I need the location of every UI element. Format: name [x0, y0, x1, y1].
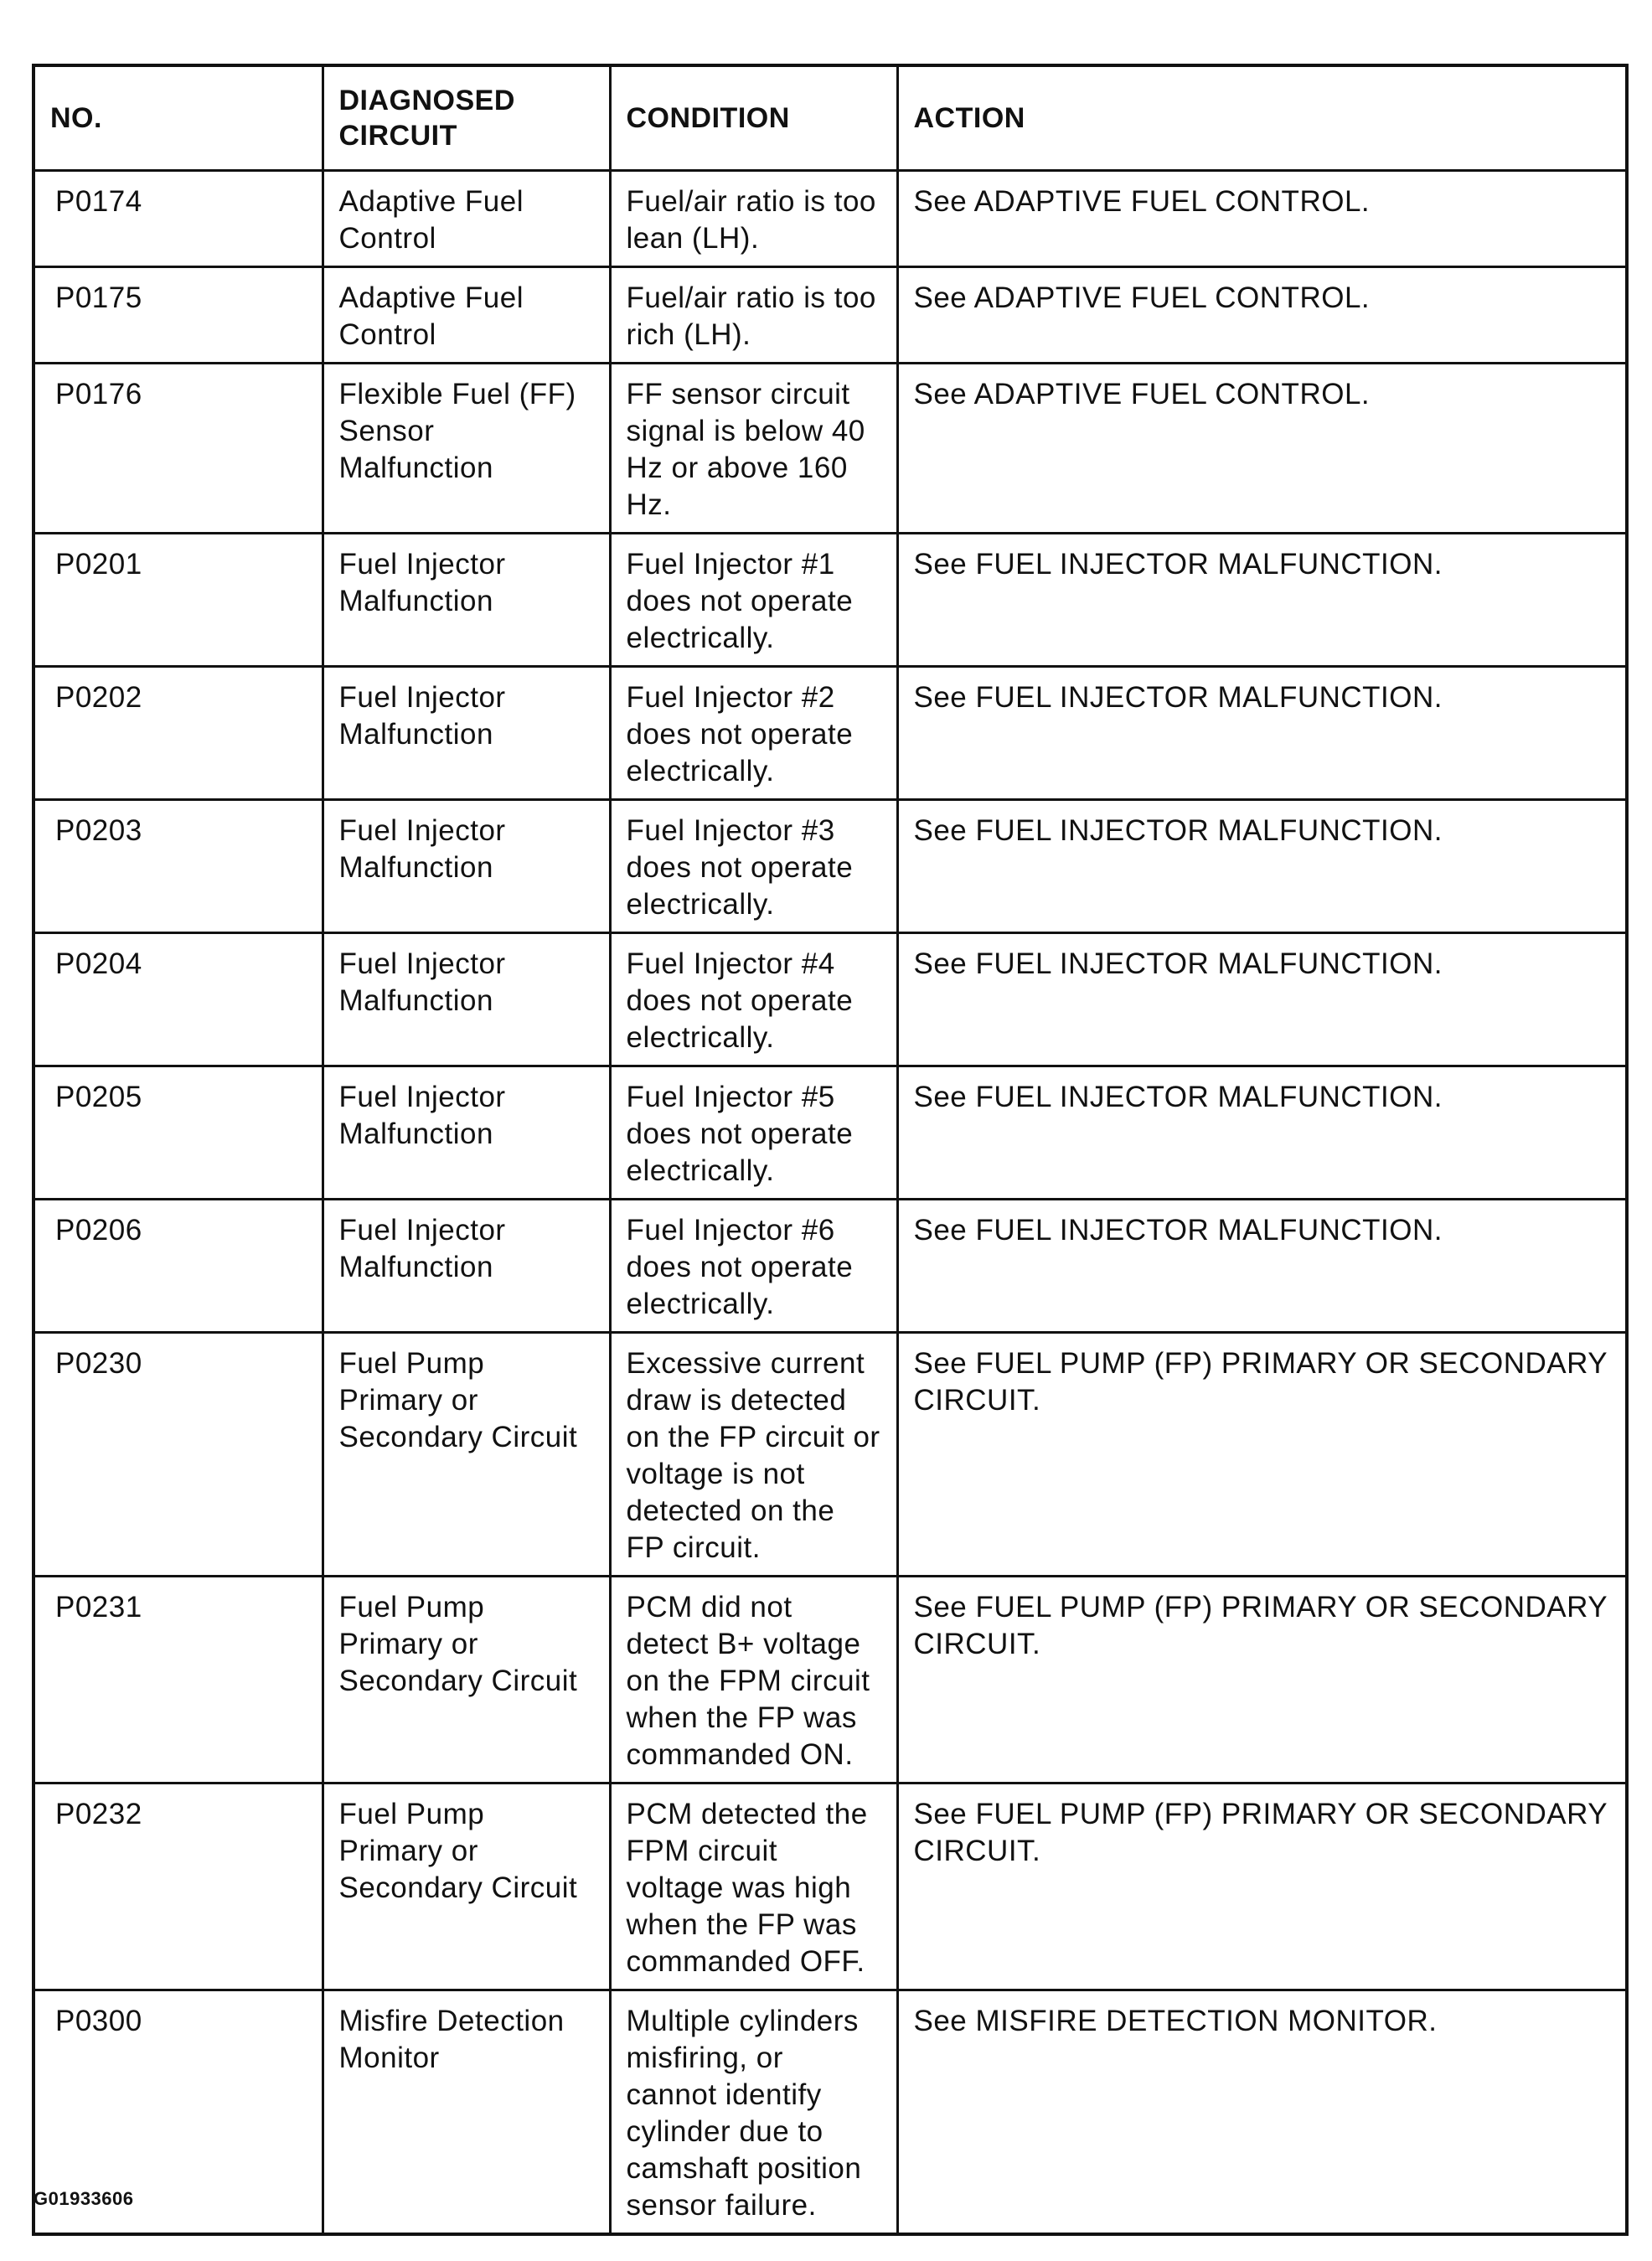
table-row	[34, 933, 1627, 1066]
dtc-code: P0174	[34, 171, 323, 267]
table-row	[34, 171, 1627, 267]
condition: Fuel Injector #2 does not operate electrically.	[610, 667, 897, 800]
diagnosed-circuit: Misfire Detection Monitor	[323, 1990, 610, 2235]
action: See ADAPTIVE FUEL CONTROL.	[897, 364, 1627, 534]
table-row	[34, 667, 1627, 800]
diagnosed-circuit: Fuel Injector Malfunction	[323, 534, 610, 667]
dtc-code: P0204	[34, 933, 323, 1066]
condition: Fuel Injector #3 does not operate electrically.	[610, 800, 897, 933]
action: See FUEL INJECTOR MALFUNCTION.	[897, 667, 1627, 800]
table-row	[34, 267, 1627, 364]
table-row	[34, 534, 1627, 667]
diagnosed-circuit: Fuel Injector Malfunction	[323, 1066, 610, 1200]
dtc-code: P0201	[34, 534, 323, 667]
action: See FUEL INJECTOR MALFUNCTION.	[897, 933, 1627, 1066]
dtc-code: P0203	[34, 800, 323, 933]
dtc-code: P0202	[34, 667, 323, 800]
condition: PCM detected the FPM circuit voltage was high when the FP was commanded OFF.	[610, 1784, 897, 1990]
dtc-code: P0300	[34, 1990, 323, 2235]
diagnosed-circuit: Fuel Pump Primary or Secondary Circuit	[323, 1784, 610, 1990]
condition: Fuel Injector #6 does not operate electrically.	[610, 1200, 897, 1333]
action: See FUEL INJECTOR MALFUNCTION.	[897, 1200, 1627, 1333]
dtc-code: P0175	[34, 267, 323, 364]
diagnosed-circuit: Fuel Injector Malfunction	[323, 933, 610, 1066]
header-action: ACTION	[897, 65, 1627, 171]
dtc-code: P0176	[34, 364, 323, 534]
table-row	[34, 1990, 1627, 2235]
diagnosed-circuit: Fuel Pump Primary or Secondary Circuit	[323, 1333, 610, 1577]
table-row	[34, 1066, 1627, 1200]
condition: Fuel Injector #1 does not operate electrically.	[610, 534, 897, 667]
action: See ADAPTIVE FUEL CONTROL.	[897, 267, 1627, 364]
condition: Fuel Injector #5 does not operate electrically.	[610, 1066, 897, 1200]
diagnosed-circuit: Fuel Injector Malfunction	[323, 667, 610, 800]
diagnosed-circuit: Fuel Injector Malfunction	[323, 800, 610, 933]
condition: Fuel/air ratio is too lean (LH).	[610, 171, 897, 267]
header-condition: CONDITION	[610, 65, 897, 171]
diagnosed-circuit: Flexible Fuel (FF) Sensor Malfunction	[323, 364, 610, 534]
condition: FF sensor circuit signal is below 40 Hz or above 160 Hz.	[610, 364, 897, 534]
header-no: NO.	[34, 65, 323, 171]
condition: Fuel/air ratio is too rich (LH).	[610, 267, 897, 364]
action: See FUEL PUMP (FP) PRIMARY OR SECONDARY CIRCUIT.	[897, 1333, 1627, 1577]
dtc-table	[32, 64, 1629, 2236]
table-row	[34, 1333, 1627, 1577]
dtc-code: P0205	[34, 1066, 323, 1200]
table-header-row	[34, 65, 1627, 171]
diagnosed-circuit: Fuel Injector Malfunction	[323, 1200, 610, 1333]
condition: Excessive current draw is detected on the FP circuit or voltage is not detected on the FP circuit.	[610, 1333, 897, 1577]
dtc-code: P0231	[34, 1577, 323, 1784]
table-row	[34, 1784, 1627, 1990]
diagnosed-circuit: Fuel Pump Primary or Secondary Circuit	[323, 1577, 610, 1784]
table-row	[34, 364, 1627, 534]
table-row	[34, 1200, 1627, 1333]
action: See FUEL INJECTOR MALFUNCTION.	[897, 1066, 1627, 1200]
action: See ADAPTIVE FUEL CONTROL.	[897, 171, 1627, 267]
dtc-code: P0230	[34, 1333, 323, 1577]
diagnosed-circuit: Adaptive Fuel Control	[323, 171, 610, 267]
header-diagnosed-circuit: DIAGNOSED CIRCUIT	[323, 65, 610, 171]
figure-id: G01933606	[34, 2188, 134, 2209]
dtc-code: P0232	[34, 1784, 323, 1990]
condition: PCM did not detect B+ voltage on the FPM circuit when the FP was commanded ON.	[610, 1577, 897, 1784]
condition: Fuel Injector #4 does not operate electrically.	[610, 933, 897, 1066]
diagnosed-circuit: Adaptive Fuel Control	[323, 267, 610, 364]
action: See MISFIRE DETECTION MONITOR.	[897, 1990, 1627, 2235]
action: See FUEL PUMP (FP) PRIMARY OR SECONDARY CIRCUIT.	[897, 1577, 1627, 1784]
table-row	[34, 1577, 1627, 1784]
action: See FUEL INJECTOR MALFUNCTION.	[897, 534, 1627, 667]
action: See FUEL INJECTOR MALFUNCTION.	[897, 800, 1627, 933]
dtc-code: P0206	[34, 1200, 323, 1333]
table-row	[34, 800, 1627, 933]
condition: Multiple cylinders misfiring, or cannot identify cylinder due to camshaft position sensor failure.	[610, 1990, 897, 2235]
action: See FUEL PUMP (FP) PRIMARY OR SECONDARY CIRCUIT.	[897, 1784, 1627, 1990]
